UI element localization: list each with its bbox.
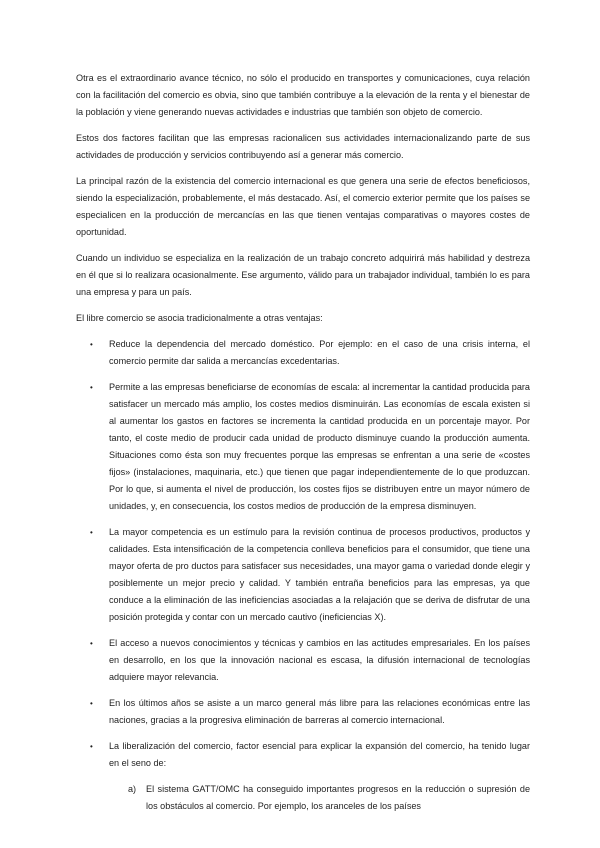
paragraph-free-trade-intro: El libre comercio se asocia tradicionalmente a otras ventajas: (76, 313, 323, 323)
list-item (76, 635, 530, 686)
sublist-marker: a) (128, 784, 137, 794)
list-item-text: Permite a las empresas beneficiarse de economías de escala: al incrementar la cantidad producida para satisfacer un mercado más amplio, los costes medios disminuirán. Las economías de escala existen si al aumentar los gastos en factores se incrementa la cantidad producida en un porcentaje mayor. Por tanto, el coste medio de producir cada unidad de producto disminuye cuando la producción aumenta. Situaciones como ésta son muy frecuentes porque las empresas se enfrentan a una serie de «costes fijos» (instalaciones, maquinaria, etc.) que tienen que pagar independientemente de lo que produzcan. Por lo que, si aumenta el nivel de producción, los costes fijos se distribuyen entre un mayor número de unidades, y, en consecuencia, los costos medios de producción de la empresa disminuyen. (109, 382, 530, 511)
list-item-text: El acceso a nuevos conocimientos y técnicas y cambios en las actitudes empresariales. En los países en desarrollo, en los que la innovación nacional es escasa, la difusión internacional de tecnologías adquiere mayor relevancia. (109, 638, 530, 682)
list-item-text: La liberalización del comercio, factor esencial para explicar la expansión del comercio, ha tenido lugar en el seno de: (109, 741, 530, 768)
liberalization-sublist (76, 781, 530, 815)
advantages-list (76, 336, 530, 772)
document-page (76, 70, 530, 815)
list-item (76, 336, 530, 370)
paragraph-specialization: La principal razón de la existencia del comercio internacional es que genera una serie de efectos beneficiosos, siendo la especialización, probablemente, el más destacado. Así, el comercio exterior permite que los países se especialicen en la producción de mercancías en las que tienen ventajas comparativas o mayores costes de oportunidad. (76, 176, 530, 237)
bullet-icon: • (90, 528, 93, 537)
list-item-text: En los últimos años se asiste a un marco general más libre para las relaciones económicas entre las naciones, gracias a la progresiva eliminación de barreras al comercio internacional. (109, 698, 530, 725)
list-item (76, 738, 530, 772)
list-item-text: La mayor competencia es un estímulo para la revisión continua de procesos productivos, productos y calidades. Esta intensificación de la competencia conlleva beneficios para el consumidor, que tiene una mayor oferta de pro ductos para satisfacer sus necesidades, una mayor gama o variedad donde elegir y posiblemente un mejor precio y calidad. Y también entraña beneficios para las empresas, ya que conduce a la eliminación de las ineficiencias asociadas a la relajación que se deriva de disfrutar de una posición protegida y contar con un mercado cautivo (ineficiencias X). (109, 527, 530, 622)
list-item (76, 379, 530, 515)
list-item (76, 695, 530, 729)
list-item (76, 524, 530, 626)
list-item-text: Reduce la dependencia del mercado doméstico. Por ejemplo: en el caso de una crisis interna, el comercio permite dar salida a mercancías excedentarias. (109, 339, 530, 366)
bullet-icon: • (90, 340, 93, 349)
bullet-icon: • (90, 699, 93, 708)
bullet-icon: • (90, 639, 93, 648)
sublist-item-text: El sistema GATT/OMC ha conseguido importantes progresos en la reducción o supresión de los obstáculos al comercio. Por ejemplo, los aranceles de los países (146, 784, 530, 811)
sublist-item (76, 781, 530, 815)
paragraph-technical-advance: Otra es el extraordinario avance técnico, no sólo el producido en transportes y comunicaciones, cuya relación con la facilitación del comercio es obvia, sino que también contribuye a la elevación de la renta y el bienestar de la población y viene generando nuevas actividades e industrias que también son objeto de comercio. (76, 73, 530, 117)
bullet-icon: • (90, 383, 93, 392)
paragraph-rationalization: Estos dos factores facilitan que las empresas racionalicen sus actividades internacionalizando parte de sus actividades de producción y servicios contribuyendo así a generar más comercio. (76, 133, 530, 160)
bullet-icon: • (90, 742, 93, 751)
paragraph-individual-specialization: Cuando un individuo se especializa en la realización de un trabajo concreto adquirirá más habilidad y destreza en él que si lo realizara ocasionalmente. Ese argumento, válido para un trabajador individual, también lo es para una empresa y para un país. (76, 253, 530, 297)
